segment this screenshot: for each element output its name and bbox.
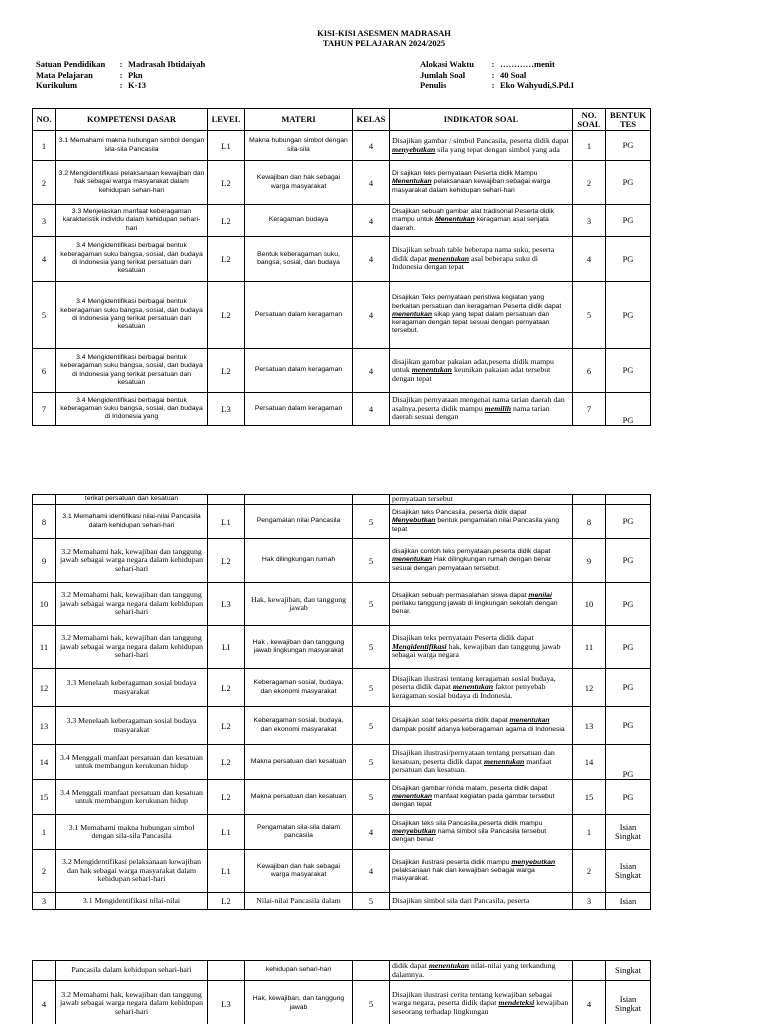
nomor-soal: 2 xyxy=(573,161,606,205)
meta-label: Alokasi Waktu xyxy=(420,59,474,69)
materi: Persatuan dalam keragaman xyxy=(245,349,353,393)
indikator-text-post: hak, kewajiban dan tanggung jawab sebagai warga negara xyxy=(392,641,561,660)
indikator-text-pre: Disajikan sebuah table beberapa nama suku, peserta didik dapat xyxy=(392,245,555,263)
kelas: 5 xyxy=(353,745,390,780)
indikator-text-pre: Disajikan ilustrasi tentang keragaman sosial budaya, peserta didik dapat xyxy=(392,673,556,692)
col-header-no: NO. xyxy=(33,109,56,131)
indikator-operational-verb: memilih xyxy=(484,403,512,413)
table-row xyxy=(33,131,651,161)
nomor-soal: 3 xyxy=(573,205,606,237)
table-body-page1 xyxy=(33,131,651,426)
meta-row-jumlah xyxy=(420,70,574,81)
indikator-text-pre: Di sajikan teks pernyataan Peserta didik Mampu xyxy=(392,170,538,178)
meta-value: 40 Soal xyxy=(500,69,527,80)
row-number xyxy=(33,495,56,505)
table-body-page2 xyxy=(33,495,651,910)
meta-value: …………menit xyxy=(500,59,555,69)
indikator-text-post: keragaman asal senjata daerah. xyxy=(392,216,549,232)
kompetensi-dasar: 3.3 Menjelaskan manfaat keberagaman karakteristik individu dalam kehidupan sehari-hari xyxy=(56,205,208,237)
colon: : xyxy=(491,59,495,69)
indikator-operational-verb: menentukan xyxy=(392,792,433,800)
meta-row-satuan xyxy=(36,59,205,70)
indikator-soal xyxy=(390,893,573,910)
meta-label: Jumlah Soal xyxy=(420,69,466,80)
colon: : xyxy=(119,69,123,80)
table-row xyxy=(33,850,651,893)
indikator-text-pre: Disajikan gambar / simbol Pancasila, peserta didik dapat xyxy=(392,136,569,145)
row-number: 11 xyxy=(33,626,56,669)
indikator-text-pre: Disajikan ilustrasi/pernyataan tentang persatuan dan kesatuan, peserta didik dapat xyxy=(392,748,555,766)
indikator-text-pre: didik dapat xyxy=(392,961,429,970)
kompetensi-dasar: 3.4 Mengidentifikasi berbagai bentuk keberagaman suku bangsa, sosial, dan budaya di Indonesia yang terikat persatuan dan kesatuan xyxy=(56,237,208,282)
table-row xyxy=(33,205,651,237)
nomor-soal: 15 xyxy=(573,780,606,815)
indikator-text-post: manfaat persatuan dan kesatuan. xyxy=(392,756,552,775)
kompetensi-dasar: 3.2 Mengidentifikasi pelaksanaan kewajiban dan hak sebagai warga masyarakat dalam kehidupan sehari-hari xyxy=(56,850,208,893)
table-row xyxy=(33,539,651,583)
indikator-text-pre: Disajikan teks sila Pancasila,peserta didik mampu xyxy=(392,819,543,827)
indikator-operational-verb: menentukan xyxy=(428,253,470,263)
indikator-operational-verb: menentukan xyxy=(509,717,550,725)
kompetensi-dasar: 3.2 Memahami hak, kewajiban dan tanggung jawab sebagai warga negara dalam kehidupan sehari-hari xyxy=(56,539,208,583)
kompetensi-dasar: 3.4 Menggali manfaat persatuan dan kesatuan untuk membangun kerukunan hidup xyxy=(56,780,208,815)
row-number: 4 xyxy=(33,237,56,282)
indikator-operational-verb: menentukan xyxy=(428,961,470,970)
table-row xyxy=(33,745,651,780)
nomor-soal: 4 xyxy=(573,237,606,282)
table-row xyxy=(33,237,651,282)
indikator-soal xyxy=(390,981,573,1024)
col-header-bentuk-tes xyxy=(606,109,651,131)
row-number: 4 xyxy=(33,981,56,1024)
row-number: 3 xyxy=(33,205,56,237)
kompetensi-dasar: 3.4 Mengidentifikasi berbagai bentuk keberagaman suku bangsa, sosial, dan budaya di Indonesia yang terikat persatuan dan kesatuan xyxy=(56,282,208,349)
level: L2 xyxy=(208,161,245,205)
meta-label: Penulis xyxy=(420,80,447,90)
indikator-operational-verb: menyebutkan xyxy=(392,827,436,835)
indikator-operational-verb: menentukan xyxy=(452,682,494,692)
level: L2 xyxy=(208,539,245,583)
level: L3 xyxy=(208,981,245,1024)
bentuk-tes: Isian Singkat xyxy=(606,981,651,1024)
meta-row-mapel xyxy=(36,70,205,81)
col-header-indikator: INDIKATOR SOAL xyxy=(390,109,573,131)
kompetensi-dasar: 3.3 Menelaah keberagaman sosial budaya masyarakat xyxy=(56,669,208,707)
document-title: KISI-KISI ASESMEN MADRASAH xyxy=(317,28,451,38)
row-number: 2 xyxy=(33,161,56,205)
kelas: 4 xyxy=(353,393,390,426)
materi: Hak, kewajiban, dan tanggung jawab xyxy=(245,981,353,1024)
col-header-level: LEVEL xyxy=(208,109,245,131)
row-number: 14 xyxy=(33,745,56,780)
level: L2 xyxy=(208,745,245,780)
indikator-operational-verb: menilai xyxy=(528,591,552,599)
col-header-bentuk-line1: BENTUK xyxy=(610,109,646,120)
indikator-soal xyxy=(390,495,573,505)
materi: Bentuk keberagaman suku, bangsa, sosial, dan budaya xyxy=(245,237,353,282)
kelas: 5 xyxy=(353,669,390,707)
indikator-soal xyxy=(390,961,573,981)
table-row xyxy=(33,393,651,426)
indikator-operational-verb: menyebutkan xyxy=(392,144,436,154)
table-row xyxy=(33,349,651,393)
indikator-text-post: kewajiban seseorang terhadap lingkungan xyxy=(392,998,569,1016)
indikator-operational-verb: menentukan xyxy=(484,756,525,766)
bentuk-tes: PG xyxy=(606,237,651,282)
indikator-text-pre: Disajikan sebuah gambar alat tradisonal Peserta didik mampu untuk xyxy=(392,208,555,224)
row-number: 1 xyxy=(33,815,56,850)
nomor-soal: 12 xyxy=(573,669,606,707)
kelas: 5 xyxy=(353,505,390,539)
level: L2 xyxy=(208,893,245,910)
kelas: 4 xyxy=(353,282,390,349)
nomor-soal: 11 xyxy=(573,626,606,669)
kelas: 4 xyxy=(353,205,390,237)
kompetensi-dasar: terikat persatuan dan kesatuan xyxy=(56,495,208,505)
indikator-operational-verb: Menentukan xyxy=(392,178,432,186)
row-number: 1 xyxy=(33,131,56,161)
materi: Makna persatuan dan kesatuan xyxy=(245,780,353,815)
kelas: 4 xyxy=(353,237,390,282)
bentuk-tes: PG xyxy=(606,539,651,583)
indikator-operational-verb: menentukan xyxy=(411,365,453,375)
bentuk-tes: PG xyxy=(606,669,651,707)
nomor-soal: 10 xyxy=(573,583,606,626)
level: L3 xyxy=(208,393,245,426)
indikator-text-post: nama tarian daerah sesuai dengan xyxy=(392,403,550,422)
level xyxy=(208,961,245,981)
row-number: 13 xyxy=(33,707,56,745)
bentuk-tes: PG xyxy=(606,583,651,626)
row-number: 6 xyxy=(33,349,56,393)
indikator-text-post: asal beberapa suku di Indonesia dengan tepat xyxy=(392,253,538,272)
indikator-text-pre: Disajikan sebuah permasalahan siswa dapat xyxy=(392,591,529,599)
bentuk-tes: PG xyxy=(606,393,651,426)
indikator-text-post: pelaksanaan hak dan kewajiban sebagai warga masyarakat. xyxy=(392,866,535,883)
materi: Hak, kewajiban, dan tanggung jawab xyxy=(245,583,353,626)
meta-left xyxy=(36,59,205,91)
nomor-soal: 4 xyxy=(573,981,606,1024)
kelas xyxy=(353,961,390,981)
kelas: 5 xyxy=(353,707,390,745)
kisi-kisi-table-page2 xyxy=(32,494,651,910)
bentuk-tes: PG xyxy=(606,131,651,161)
bentuk-tes: PG xyxy=(606,205,651,237)
nomor-soal: 2 xyxy=(573,850,606,893)
level: L2 xyxy=(208,669,245,707)
indikator-soal xyxy=(390,161,573,205)
nomor-soal: 7 xyxy=(573,393,606,426)
meta-row-alokasi xyxy=(420,59,574,70)
indikator-soal xyxy=(390,745,573,780)
kompetensi-dasar: 3.2 Mengidentifikasi pelaksanaan kewajiban dan hak sebagai warga masyarakat dalam kehidupan sehari-hari xyxy=(56,161,208,205)
indikator-text-post: manfaat kegiatan pada gambar tersebut dengan tepat xyxy=(392,792,555,809)
materi: Makna persatuan dan kesatuan xyxy=(245,745,353,780)
indikator-text-post: sikap yang tepat dalam persatuan dan keragaman dengan tepat sesuai dengan pernyataan tersebut. xyxy=(392,310,550,335)
materi: Kewajiban dan hak sebagai warga masyarakat xyxy=(245,850,353,893)
kelas: 5 xyxy=(353,626,390,669)
meta-label: Kurikulum xyxy=(36,80,78,90)
table-row xyxy=(33,815,651,850)
kompetensi-dasar: 3.1 Mengidentifikasi nilai-nilai xyxy=(56,893,208,910)
kompetensi-dasar: 3.2 Memahami hak, kewajiban dan tanggung jawab sebagai warga negara dalam kehidupan sehari-hari xyxy=(56,981,208,1024)
col-header-no-soal-line2: SOAL xyxy=(577,118,601,129)
nomor-soal: 1 xyxy=(573,815,606,850)
table-row xyxy=(33,626,651,669)
materi: Pengamalan nilai Pancasila xyxy=(245,505,353,539)
kelas: 4 xyxy=(353,815,390,850)
bentuk-tes: PG xyxy=(606,161,651,205)
bentuk-tes: PG xyxy=(606,626,651,669)
indikator-text-pre: Disajikan Teks pernyataan peristiwa kegiatan yang berkaitan persatuan dan keragaman Peserta didik dapat xyxy=(392,294,562,310)
indikator-soal xyxy=(390,583,573,626)
materi: Pengamalan sila-sila dalam pancasila xyxy=(245,815,353,850)
table-row xyxy=(33,893,651,910)
indikator-soal xyxy=(390,237,573,282)
indikator-text-pre: Disajikan ilustrasi peserta didik mampu xyxy=(392,858,512,866)
indikator-soal xyxy=(390,669,573,707)
indikator-text-pre: Disajikan teks Pancasila, peserta didik dapat xyxy=(392,509,527,517)
colon: : xyxy=(119,80,123,90)
meta-row-penulis xyxy=(420,80,574,91)
materi: Persatuan dalam keragaman xyxy=(245,282,353,349)
indikator-text-pre: Disajikan pernyataan mengenai nama tarian daerah dan asalnya.peserta didik mampu xyxy=(392,395,565,413)
indikator-text-pre: Disajikan teks pernyataan Peserta didik dapat xyxy=(392,633,534,643)
kelas: 5 xyxy=(353,893,390,910)
kisi-kisi-table-page1 xyxy=(32,108,651,426)
row-number: 3 xyxy=(33,893,56,910)
kompetensi-dasar: 3.2 Memahami hak, kewajiban dan tanggung jawab sebagai warga negara dalam kehidupan sehari-hari xyxy=(56,583,208,626)
indikator-text-post: Hak dilingkungan rumah dengan benar sesuai dengan pernyataan tersebut. xyxy=(392,556,552,572)
meta-value: Madrasah Ibtidaiyah xyxy=(128,59,206,69)
kompetensi-dasar: 3.4 Mengidentifikasi berbagai bentuk keberagaman suku bangsa, sosial, dan budaya di Indonesia yang xyxy=(56,393,208,426)
indikator-text-pre: Disajikan simbol sila dari Pancasila, peserta xyxy=(392,895,530,905)
meta-value: Eko Wahyudi,S.Pd.I xyxy=(500,80,575,90)
table-row xyxy=(33,707,651,745)
indikator-text-post: bentuk pengamalan nilai Pancasila yang tepat xyxy=(392,517,559,533)
row-number: 15 xyxy=(33,780,56,815)
level: L2 xyxy=(208,205,245,237)
level: L2 xyxy=(208,282,245,349)
colon: : xyxy=(491,80,495,90)
nomor-soal xyxy=(573,495,606,505)
kompetensi-dasar: 3.4 Menggali manfaat persatuan dan kesatuan untuk membangun kerukunan hidup xyxy=(56,745,208,780)
indikator-operational-verb: Menyebutkan xyxy=(392,517,436,525)
materi: Hak , kewajiban dan tanggung jawab lingkungan masyarakat xyxy=(245,626,353,669)
kelas: 4 xyxy=(353,161,390,205)
document-subtitle: TAHUN PELAJARAN 2024/2025 xyxy=(322,38,446,48)
col-header-materi: MATERI xyxy=(245,109,353,131)
indikator-text-pre: Disajikan soal teks peserta didik dapat xyxy=(392,717,510,725)
indikator-text-post: nilai-nilai yang terkandung dalamnya. xyxy=(392,961,556,979)
indikator-text-post: pelaksanaan kewajiban sebagai warga masyarakat dalam kehidupan sehari-hari xyxy=(392,178,551,194)
indikator-soal xyxy=(390,539,573,583)
bentuk-tes: PG xyxy=(606,745,651,780)
indikator-soal xyxy=(390,815,573,850)
indikator-soal xyxy=(390,707,573,745)
row-number: 7 xyxy=(33,393,56,426)
nomor-soal: 9 xyxy=(573,539,606,583)
indikator-operational-verb: Mengidentifikasi xyxy=(392,641,447,651)
kompetensi-dasar: 3.4 Mengidentifikasi berbagai bentuk keberagaman suku bangsa, sosial, dan budaya di Indonesia yang terikat persatuan dan kesatuan xyxy=(56,349,208,393)
kompetensi-dasar: 3.1 Memahami makna hubungan simbol dengan sila-sila Pancasila xyxy=(56,815,208,850)
table-row xyxy=(33,780,651,815)
nomor-soal: 1 xyxy=(573,131,606,161)
indikator-operational-verb: menentukan xyxy=(392,556,433,564)
level: L3 xyxy=(208,583,245,626)
indikator-text-pre: Disajikan ilustrasi cerita tentang kewajiban sebagai warga negara, peserta didik dapat xyxy=(392,989,552,1008)
level: L2 xyxy=(208,349,245,393)
level: L2 xyxy=(208,707,245,745)
materi: Keberagaman sosial, budaya, dan ekonomi masyarakat xyxy=(245,669,353,707)
nomor-soal: 5 xyxy=(573,282,606,349)
indikator-text-post: faktor penyebab keragaman sosial budaya di Indonesia. xyxy=(392,682,546,700)
col-header-bentuk-line2: TES xyxy=(619,118,637,129)
bentuk-tes: PG xyxy=(606,282,651,349)
indikator-soal xyxy=(390,393,573,426)
indikator-soal xyxy=(390,205,573,237)
col-header-no-soal-line1: NO. xyxy=(581,109,597,120)
indikator-soal xyxy=(390,850,573,893)
materi: Hak dilingkungan rumah xyxy=(245,539,353,583)
indikator-text-post: keunikan pakaian adat tersebut dengan tepat xyxy=(392,365,551,383)
row-number: 8 xyxy=(33,505,56,539)
table-row xyxy=(33,961,651,981)
indikator-text-post: perilaku tanggung jawab di lingkungan sekolah dengan benar. xyxy=(392,599,558,616)
meta-value: Pkn xyxy=(128,69,143,80)
colon: : xyxy=(119,59,123,69)
nomor-soal xyxy=(573,961,606,981)
kelas: 4 xyxy=(353,131,390,161)
kelas: 5 xyxy=(353,780,390,815)
table-row xyxy=(33,495,651,505)
materi: Keragaman budaya xyxy=(245,205,353,237)
level: L1 xyxy=(208,850,245,893)
level xyxy=(208,495,245,505)
indikator-text-pre: disajikan gambar pakaian adat,peserta didik mampu untuk xyxy=(392,356,554,375)
meta-row-kurikulum xyxy=(36,80,205,91)
indikator-operational-verb: mendeteksi xyxy=(498,998,535,1008)
bentuk-tes xyxy=(606,495,651,505)
indikator-text-post: sila yang tepat dengan simbol yang ada xyxy=(435,144,560,154)
indikator-operational-verb: Menentukan xyxy=(435,216,475,224)
kompetensi-dasar: 3.2 Memahami hak, kewajiban dan tanggung jawab sebagai warga negara dalam kehidupan sehari-hari xyxy=(56,626,208,669)
col-header-kelas: KELAS xyxy=(353,109,390,131)
level: L1 xyxy=(208,815,245,850)
kelas: 5 xyxy=(353,539,390,583)
colon: : xyxy=(491,69,495,80)
kompetensi-dasar: 3.1 Memahami identifikasi nilai-nilai Pancasila dalam kehidupan sehari-hari xyxy=(56,505,208,539)
indikator-operational-verb: menyebutkan xyxy=(511,858,556,866)
kelas: 4 xyxy=(353,349,390,393)
col-header-kd: KOMPETENSI DASAR xyxy=(56,109,208,131)
bentuk-tes: PG xyxy=(606,780,651,815)
materi: Nilai-nilai Pancasila dalam xyxy=(245,893,353,910)
meta-label: Satuan Pendidikan xyxy=(36,59,106,69)
row-number: 2 xyxy=(33,850,56,893)
table-row xyxy=(33,505,651,539)
bentuk-tes: Isian Singkat xyxy=(606,815,651,850)
bentuk-tes: Isian xyxy=(606,893,651,910)
kompetensi-dasar: 3.1 Memahami makna hubungan simbol dengan sila-sila Pancasila xyxy=(56,131,208,161)
indikator-text-pre: Disajikan gambar ronda malam, peserta didik dapat xyxy=(392,784,548,792)
bentuk-tes: Singkat xyxy=(606,961,651,981)
kelas: 4 xyxy=(353,850,390,893)
table-row xyxy=(33,669,651,707)
row-number: 5 xyxy=(33,282,56,349)
table-row xyxy=(33,583,651,626)
materi: Makna hubungan simbol dengan sila-sila xyxy=(245,131,353,161)
table-row xyxy=(33,161,651,205)
meta-label: Mata Pelajaran xyxy=(36,69,93,80)
materi: Kewajiban dan hak sebagai warga masyarakat xyxy=(245,161,353,205)
indikator-text-pre: disajikan contoh teks pernyataan,peserta didik dapat xyxy=(392,548,551,556)
indikator-soal xyxy=(390,780,573,815)
indikator-text-pre: pernyataan tersebut xyxy=(392,494,453,504)
nomor-soal: 14 xyxy=(573,745,606,780)
nomor-soal: 3 xyxy=(573,893,606,910)
materi: Persatuan dalam keragaman xyxy=(245,393,353,426)
nomor-soal: 13 xyxy=(573,707,606,745)
indikator-soal xyxy=(390,282,573,349)
row-number: 12 xyxy=(33,669,56,707)
kelas xyxy=(353,495,390,505)
indikator-soal xyxy=(390,349,573,393)
nomor-soal: 6 xyxy=(573,349,606,393)
bentuk-tes: PG xyxy=(606,707,651,745)
kisi-kisi-table-page3 xyxy=(32,960,651,1024)
kompetensi-dasar: Pancasila dalam kehidupan sehari-hari xyxy=(56,961,208,981)
row-number: 9 xyxy=(33,539,56,583)
bentuk-tes: PG xyxy=(606,349,651,393)
kelas: 5 xyxy=(353,583,390,626)
row-number xyxy=(33,961,56,981)
kompetensi-dasar: 3.3 Menelaah keberagaman sosial budaya masyarakat xyxy=(56,707,208,745)
indikator-soal xyxy=(390,505,573,539)
row-number: 10 xyxy=(33,583,56,626)
indikator-soal xyxy=(390,131,573,161)
indikator-soal xyxy=(390,626,573,669)
indikator-text-post: nama simbol sila Pancasila tersebut dengan benar xyxy=(392,827,547,844)
materi xyxy=(245,495,353,505)
indikator-operational-verb: menentukan xyxy=(392,310,433,318)
level: LI xyxy=(208,626,245,669)
level: L1 xyxy=(208,131,245,161)
table-row xyxy=(33,981,651,1024)
level: L2 xyxy=(208,780,245,815)
kelas: 5 xyxy=(353,981,390,1024)
table-header-row xyxy=(33,109,651,131)
bentuk-tes: PG xyxy=(606,505,651,539)
materi: Keberagaman sosial, budaya, dan ekonomi masyarakat xyxy=(245,707,353,745)
level: L1 xyxy=(208,505,245,539)
nomor-soal: 8 xyxy=(573,505,606,539)
table-row xyxy=(33,282,651,349)
bentuk-tes: Isian Singkat xyxy=(606,850,651,893)
col-header-no-soal xyxy=(573,109,606,131)
table-body-page3 xyxy=(33,961,651,1024)
meta-right xyxy=(420,59,574,91)
level: L2 xyxy=(208,237,245,282)
meta-value: K-13 xyxy=(128,80,146,90)
materi: kehidupan sehari-hari xyxy=(245,961,353,981)
indikator-text-post: dampak positif adanya keberagaman agama di Indonesia xyxy=(392,725,565,733)
